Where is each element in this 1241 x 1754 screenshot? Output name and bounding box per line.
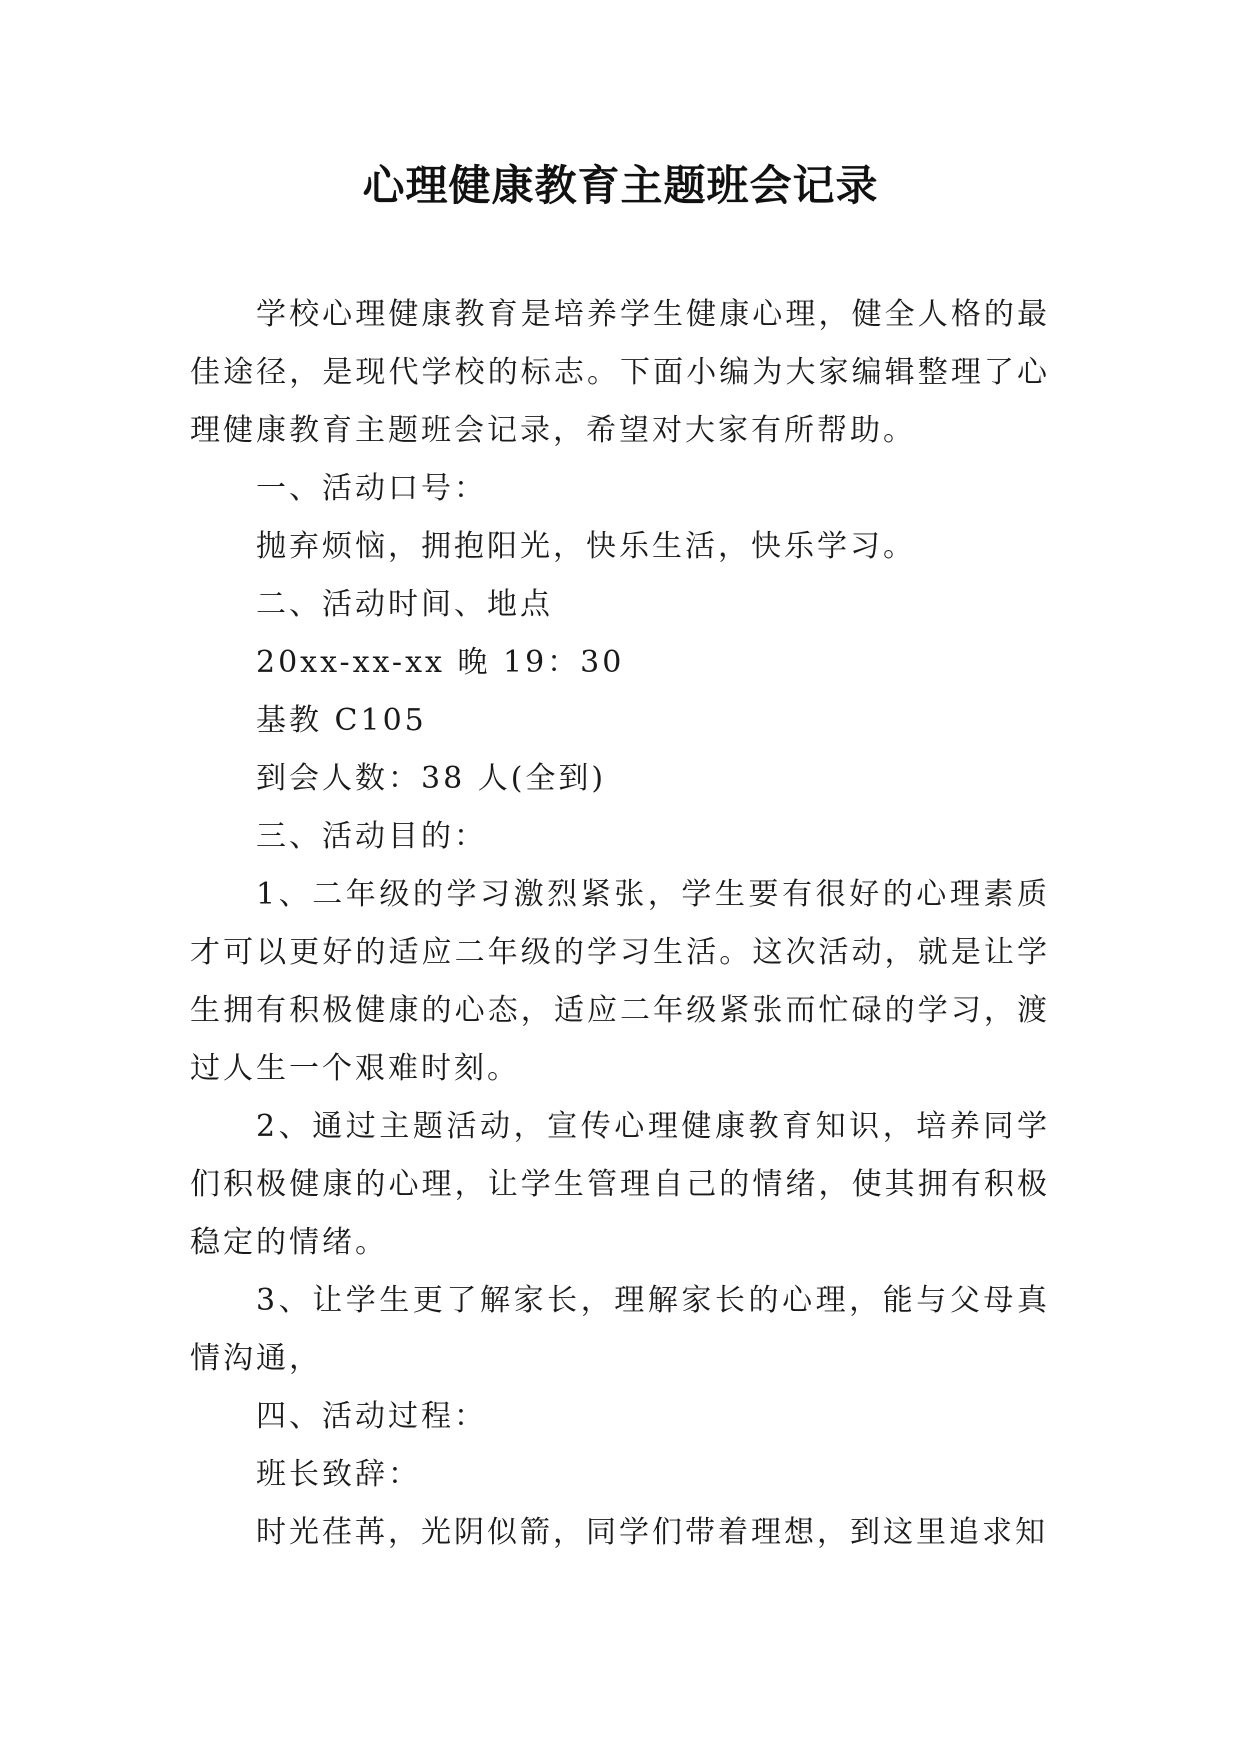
- monitor-speech-heading: 班长致辞：: [256, 1457, 421, 1492]
- section-heading-purpose: 三、活动目的：: [256, 819, 487, 854]
- intro-paragraph: 学校心理健康教育是培养学生健康心理，健全人格的最佳途径，是现代学校的标志。下面小编为大家编辑整理了心理健康教育主题班会记录，希望对大家有所帮助。: [190, 297, 1050, 448]
- activity-place: 基教 C105: [256, 703, 427, 738]
- purpose-item-2: 2、通过主题活动，宣传心理健康教育知识，培养同学们积极健康的心理，让学生管理自己的情绪，使其拥有积极稳定的情绪。: [190, 1109, 1050, 1260]
- activity-time: 20xx-xx-xx 晚 19：30: [256, 645, 625, 680]
- section-heading-time-place: 二、活动时间、地点: [256, 587, 553, 622]
- attendance-count: 到会人数：38 人(全到): [256, 761, 607, 796]
- section-heading-process: 四、活动过程：: [256, 1399, 487, 1434]
- purpose-item-3: 3、让学生更了解家长，理解家长的心理，能与父母真情沟通，: [190, 1283, 1050, 1376]
- monitor-speech-text: 时光荏苒，光阴似箭，同学们带着理想，到这里追求知: [256, 1515, 1048, 1550]
- section-heading-slogan: 一、活动口号：: [256, 471, 487, 506]
- document-title: 心理健康教育主题班会记录: [362, 161, 879, 210]
- purpose-item-1: 1、二年级的学习激烈紧张，学生要有很好的心理素质才可以更好的适应二年级的学习生活。这次活动，就是让学生拥有积极健康的心态，适应二年级紧张而忙碌的学习，渡过人生一个艰难时刻。: [190, 877, 1050, 1086]
- document-body: [190, 286, 1050, 1562]
- slogan-text: 抛弃烦恼，拥抱阳光，快乐生活，快乐学习。: [256, 529, 916, 564]
